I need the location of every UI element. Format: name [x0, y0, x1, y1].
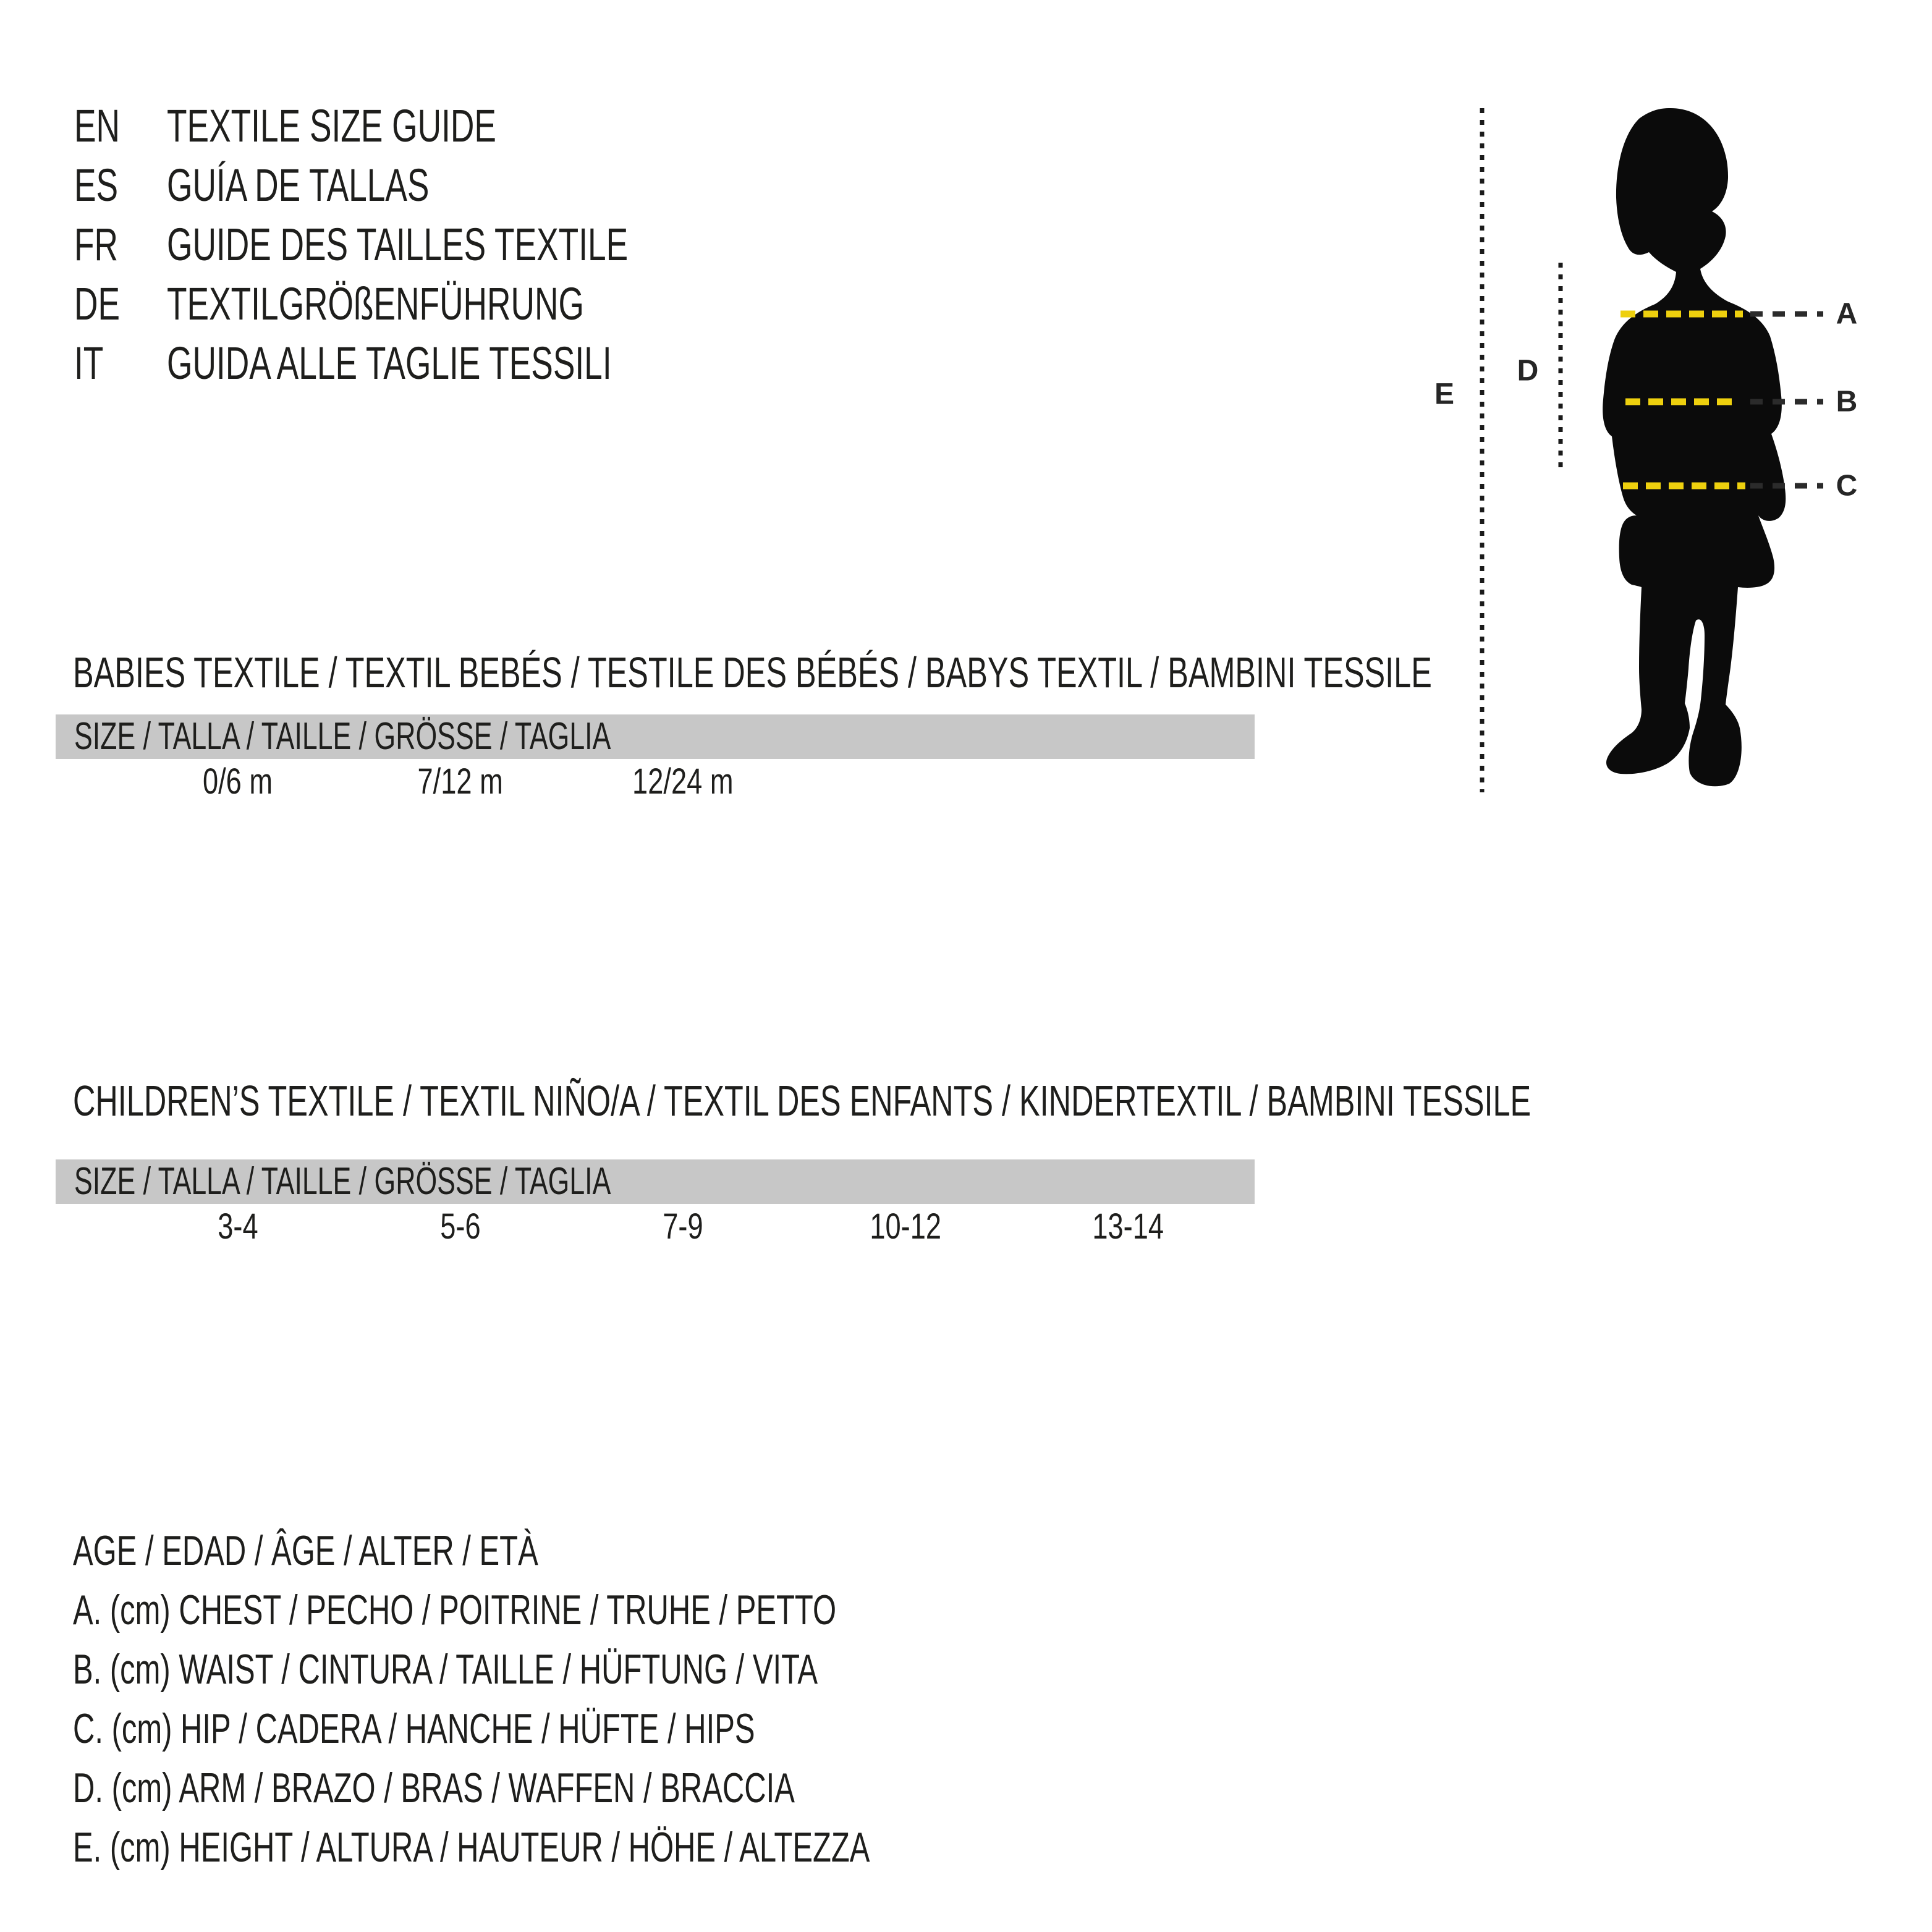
- filler-cell: [1239, 1204, 1255, 1248]
- column-header-cell: 0/6 m: [203, 761, 273, 802]
- children-size-header: SIZE / TALLA / TAILLE / GRÖSSE / TAGLIA: [56, 1159, 1255, 1204]
- children-size-table: [56, 1204, 1255, 1248]
- column-header-cell: 12/24 m: [632, 761, 734, 802]
- babies-size-table: [56, 759, 1255, 803]
- babies-column-header-row-group: [56, 759, 1255, 803]
- language-row: [74, 334, 807, 393]
- babies-size-header: SIZE / TALLA / TAILLE / GRÖSSE / TAGLIA: [56, 714, 1255, 759]
- legend-line: E. (cm) HEIGHT / ALTURA / HAUTEUR / HÖHE / ALTEZZA: [73, 1824, 870, 1871]
- column-header-row: [56, 1204, 1255, 1248]
- column-header-cell: 10-12: [870, 1206, 941, 1247]
- children-column-header-row-group: [56, 1204, 1255, 1248]
- language-row: [74, 156, 807, 215]
- babies-section-title: BABIES TEXTILE / TEXTIL BEBÉS / TESTILE DES BÉBÉS / BABYS TEXTIL / BAMBINI TESSILE: [73, 648, 1432, 697]
- column-header-cell: 5-6: [440, 1206, 481, 1247]
- table-corner-cell: [56, 759, 127, 803]
- language-code: EN: [74, 100, 121, 151]
- language-title: GUIDE DES TAILLES TEXTILE: [167, 219, 629, 270]
- language-title: GUIDA ALLE TAGLIE TESSILI: [167, 337, 612, 389]
- figure-label-a: A: [1836, 297, 1858, 331]
- legend-line: C. (cm) HIP / CADERA / HANCHE / HÜFTE / HIPS: [73, 1705, 755, 1752]
- table-corner-cell: [56, 1204, 127, 1248]
- language-code: FR: [74, 219, 119, 270]
- language-title: TEXTILGRÖßENFÜHRUNG: [167, 278, 584, 329]
- children-section-title: CHILDREN’S TEXTILE / TEXTIL NIÑO/A / TEXTIL DES ENFANTS / KINDERTEXTIL / BAMBINI TESSILE: [73, 1077, 1532, 1125]
- language-code: IT: [74, 337, 104, 389]
- legend-line: A. (cm) CHEST / PECHO / POITRINE / TRUHE / PETTO: [73, 1587, 837, 1633]
- language-code: ES: [74, 159, 119, 211]
- figure-label-e: E: [1434, 378, 1455, 411]
- language-title-list: [74, 96, 807, 393]
- measurement-legend: [73, 1521, 1180, 1877]
- language-row: [74, 96, 807, 156]
- column-header-cell: 7/12 m: [417, 761, 504, 802]
- legend-line: D. (cm) ARM / BRAZO / BRAS / WAFFEN / BRACCIA: [73, 1765, 795, 1811]
- legend-line: B. (cm) WAIST / CINTURA / TAILLE / HÜFTUNG / VITA: [73, 1646, 818, 1693]
- column-header-cell: 3-4: [218, 1206, 258, 1247]
- language-title: TEXTILE SIZE GUIDE: [167, 100, 496, 151]
- figure-label-b: B: [1836, 385, 1858, 418]
- column-header-cell: 13-14: [1092, 1206, 1164, 1247]
- column-header-row: [56, 759, 1255, 803]
- figure-label-c: C: [1836, 469, 1858, 502]
- column-header-cell: 7-9: [663, 1206, 703, 1247]
- filler-cell: [794, 759, 1255, 803]
- language-code: DE: [74, 278, 121, 329]
- language-title: GUÍA DE TALLAS: [167, 159, 430, 211]
- figure-label-d: D: [1517, 354, 1539, 388]
- language-row: [74, 274, 807, 334]
- language-row: [74, 215, 807, 274]
- legend-line: AGE / EDAD / ÂGE / ALTER / ETÀ: [73, 1527, 538, 1574]
